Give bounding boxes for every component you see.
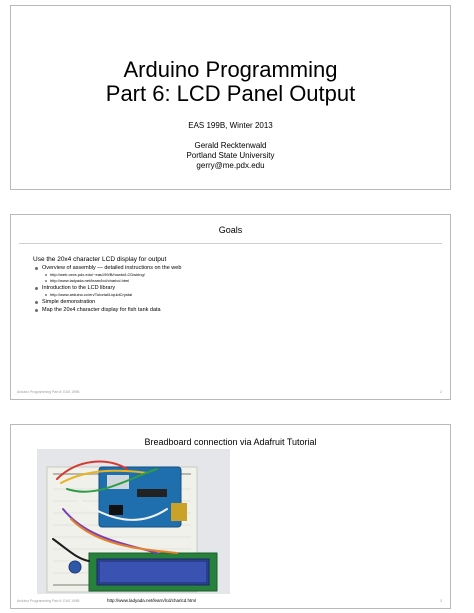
sub-bullet-link[interactable]: http://web.cecs.pdx.edu/~eas199/B/howto/LCDwiring/ (42, 272, 430, 278)
author-block (11, 141, 450, 171)
sub-bullet-link[interactable]: http://www.arduino.cc/en/Tutorial/LiquidCrystal (42, 292, 430, 298)
bullet-text: Introduction to the LCD library (42, 285, 116, 291)
slide-title: Goals (218, 225, 243, 235)
slide-footer: Arduino Programming Part 6: EAS 199B (17, 390, 80, 394)
page-number: 2 (440, 390, 442, 394)
bullet-item (33, 306, 430, 314)
bullet-item (33, 284, 430, 298)
bullet-list (33, 264, 430, 314)
slide-body (33, 255, 430, 314)
title-line-2: Part 6: LCD Panel Output (105, 81, 356, 106)
bullet-text: Overview of assembly — detailed instructions on the web (42, 265, 182, 271)
slide-footer: Arduino Programming Part 6: EAS 199B (17, 599, 80, 603)
page-number: 3 (440, 599, 442, 603)
author-email: gerry@me.pdx.edu (196, 161, 265, 170)
bullet-text: Map the 20x4 character display for fish tank data (42, 307, 161, 313)
bullet-item (33, 264, 430, 284)
title-line-1: Arduino Programming (123, 57, 338, 82)
breadboard-illustration (37, 449, 230, 594)
breadboard-slide (10, 424, 451, 609)
sub-bullet-link[interactable]: http://www.ladyada.net/learn/lcd/charlcd.html (42, 278, 430, 284)
slide-title (11, 58, 450, 106)
lead-text: Use the 20x4 character LCD display for output (33, 256, 167, 263)
sub-bullet-list (42, 272, 430, 284)
author-name: Gerald Recktenwald (194, 141, 267, 150)
slide-title: Breadboard connection via Adafruit Tutorial (144, 437, 317, 447)
bullet-item (33, 298, 430, 306)
goals-slide (10, 214, 451, 400)
course-label: EAS 199B, Winter 2013 (188, 121, 273, 130)
breadboard-photo (37, 449, 230, 594)
bullet-text: Simple demonstration (42, 299, 96, 305)
title-slide (10, 5, 451, 190)
title-divider (19, 243, 442, 244)
tutorial-link[interactable]: http://www.ladyada.net/learn/lcd/charlcd.html (107, 598, 197, 603)
author-affiliation: Portland State University (186, 151, 275, 160)
